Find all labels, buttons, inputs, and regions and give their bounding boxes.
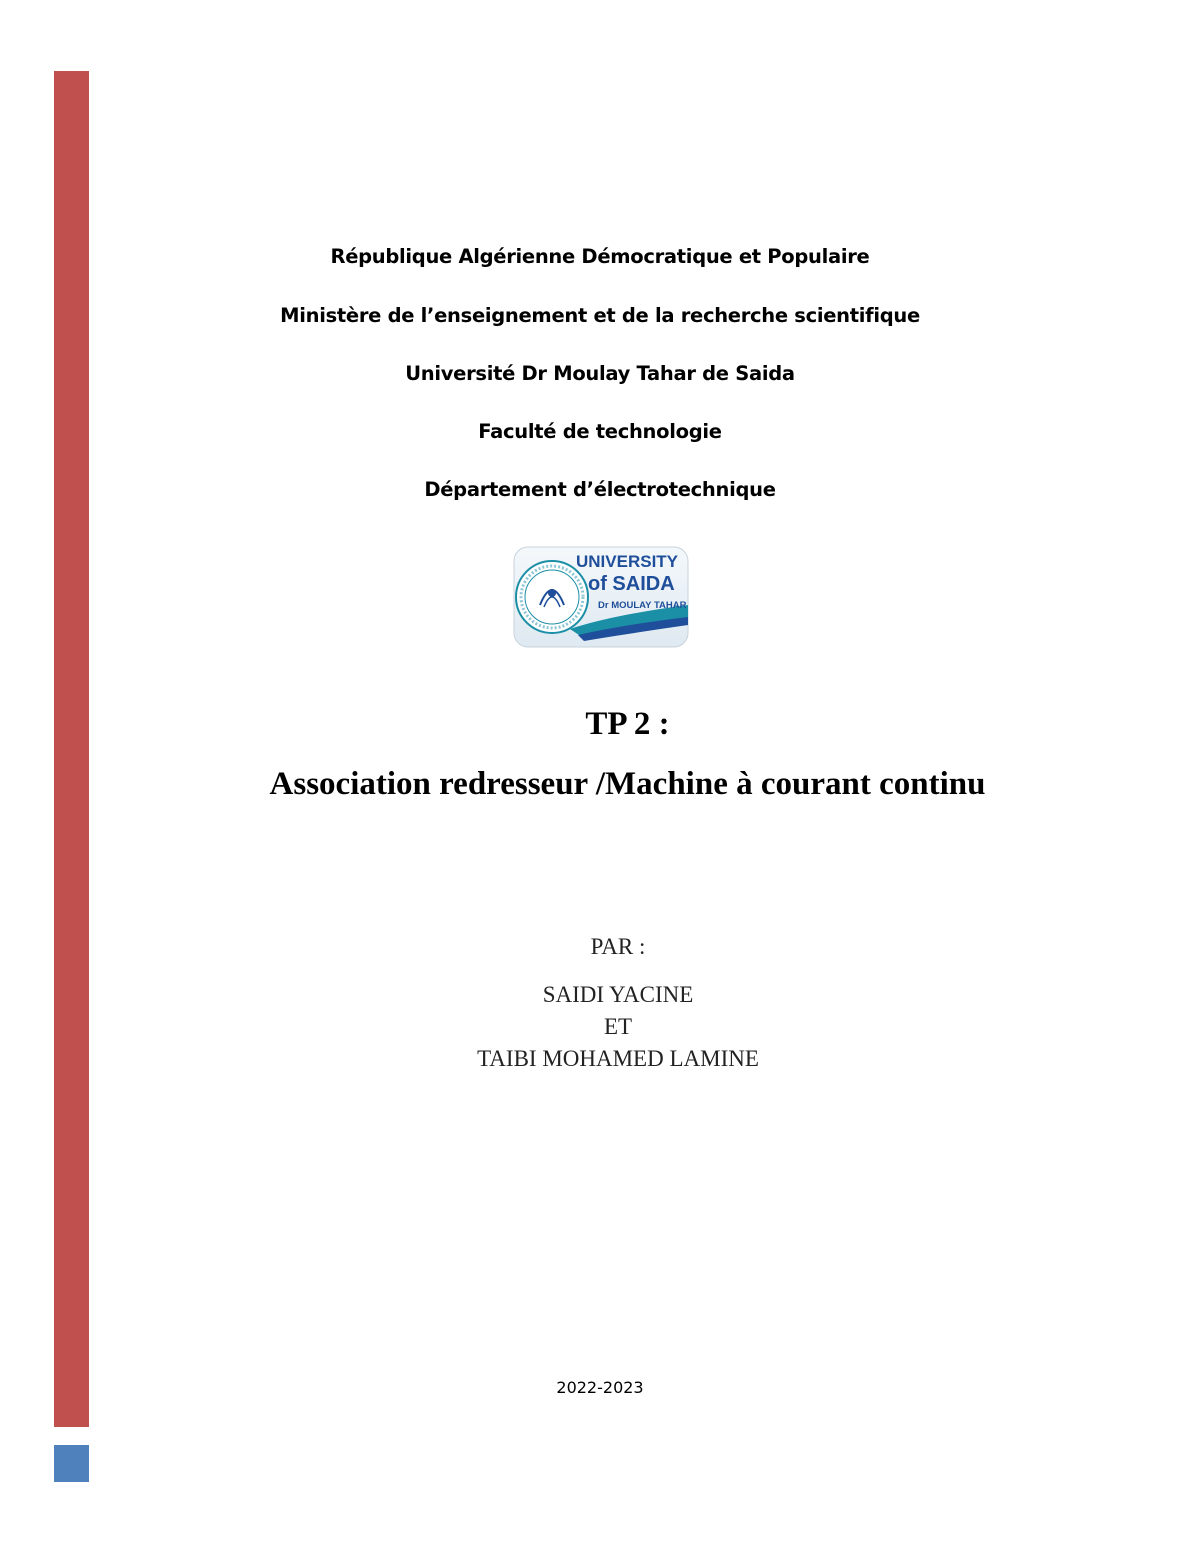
decorative-blue-square xyxy=(54,1445,89,1482)
decorative-red-bar xyxy=(54,71,89,1427)
header-university: Université Dr Moulay Tahar de Saida xyxy=(405,362,795,385)
header-faculty: Faculté de technologie xyxy=(478,420,722,443)
header-republic: République Algérienne Démocratique et Populaire xyxy=(330,245,870,268)
tp-number: TP 2 : xyxy=(585,706,670,742)
author-1: SAIDI YACINE xyxy=(542,982,694,1007)
authors-par-label: PAR : xyxy=(590,934,646,959)
author-2: TAIBI MOHAMED LAMINE xyxy=(477,1046,759,1071)
university-logo xyxy=(512,545,690,651)
header-ministry: Ministère de l’enseignement et de la recherche scientifique xyxy=(280,304,920,327)
tp-subject: Association redresseur /Machine à courant continu xyxy=(269,766,986,802)
authors-conjunction: ET xyxy=(603,1014,633,1039)
academic-year: 2022-2023 xyxy=(556,1378,644,1397)
header-department: Département d’électrotechnique xyxy=(424,478,776,501)
university-seal-icon xyxy=(512,545,690,651)
logo-text-moulay: Dr MOULAY TAHAR xyxy=(598,600,687,611)
logo-text-saida: of SAIDA xyxy=(588,573,675,595)
logo-text-university: UNIVERSITY xyxy=(576,552,679,571)
